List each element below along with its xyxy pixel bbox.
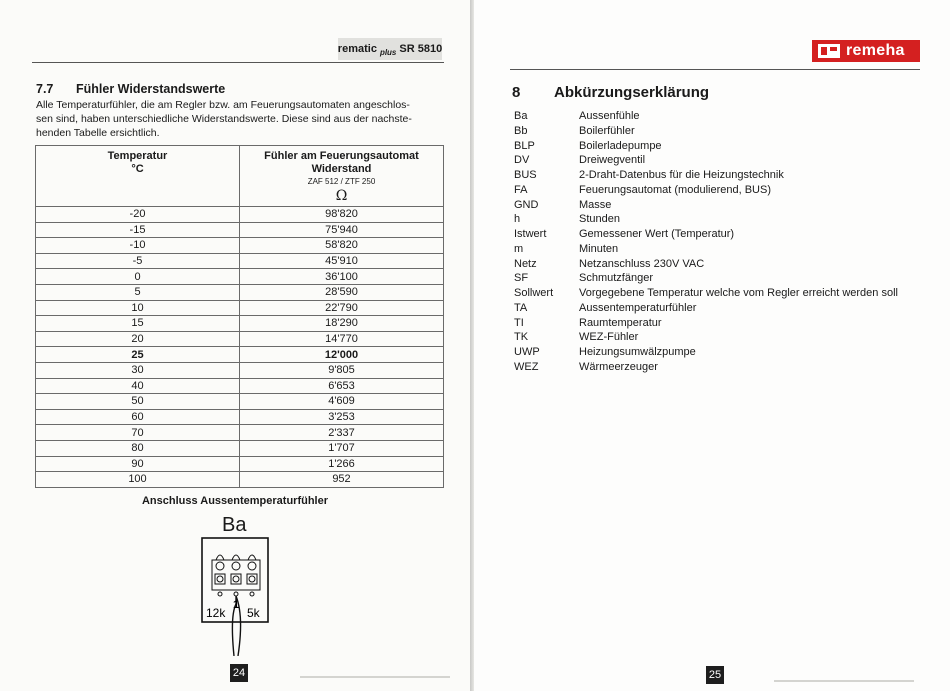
resistance-cell: 58'820 bbox=[240, 238, 444, 254]
table-row bbox=[36, 362, 444, 378]
abbreviation-meaning: Minuten bbox=[579, 242, 619, 255]
temperature-cell: 5 bbox=[36, 284, 240, 300]
abbreviation-key: BUS bbox=[514, 169, 537, 181]
left-page bbox=[0, 0, 470, 691]
abbreviation-row bbox=[514, 271, 898, 286]
abbreviation-meaning: Boilerfühler bbox=[579, 124, 635, 137]
temperature-cell: 20 bbox=[36, 331, 240, 347]
product-plus: plus bbox=[379, 47, 397, 57]
header-line: Widerstand bbox=[311, 163, 372, 175]
abbreviation-row bbox=[514, 227, 898, 242]
table-row bbox=[36, 316, 444, 332]
header-line: °C bbox=[131, 163, 144, 175]
abbreviation-row bbox=[514, 257, 898, 272]
table-row bbox=[36, 425, 444, 441]
resistance-cell: 952 bbox=[240, 472, 444, 488]
abbreviation-row bbox=[514, 183, 898, 198]
resistance-cell: 2'337 bbox=[240, 425, 444, 441]
temperature-cell: 100 bbox=[36, 472, 240, 488]
resistance-cell: 98'820 bbox=[240, 207, 444, 223]
abbreviation-key: UWP bbox=[514, 346, 540, 358]
logo-text: remeha bbox=[846, 42, 905, 59]
abbreviation-row bbox=[514, 301, 898, 316]
table-row bbox=[36, 347, 444, 363]
temperature-cell: 70 bbox=[36, 425, 240, 441]
abbreviation-meaning: Aussentemperaturfühler bbox=[579, 301, 697, 314]
abbreviation-key: FA bbox=[514, 183, 528, 196]
table-row bbox=[36, 378, 444, 394]
abbreviation-row bbox=[514, 242, 898, 257]
resistance-cell: 18'290 bbox=[240, 316, 444, 332]
temperature-cell: 10 bbox=[36, 300, 240, 316]
temperature-column-header bbox=[36, 146, 240, 207]
temperature-cell: 30 bbox=[36, 362, 240, 378]
intro-paragraph bbox=[36, 98, 446, 140]
abbreviation-key: Netz bbox=[514, 257, 537, 270]
resistance-cell: 9'805 bbox=[240, 362, 444, 378]
table-row bbox=[36, 253, 444, 269]
abbreviation-row bbox=[514, 286, 898, 301]
temperature-cell: 80 bbox=[36, 440, 240, 456]
terminal-block bbox=[212, 560, 260, 590]
abbreviation-row bbox=[514, 168, 898, 183]
header-line: Temperatur bbox=[107, 150, 168, 162]
temperature-cell: 0 bbox=[36, 269, 240, 285]
abbreviation-row bbox=[514, 124, 898, 139]
abbreviation-key: TA bbox=[514, 301, 528, 314]
product-header-badge bbox=[338, 38, 442, 60]
abbreviation-key: SF bbox=[514, 272, 529, 285]
sensor-types: ZAF 512 / ZTF 250 bbox=[307, 177, 376, 186]
header-rule bbox=[510, 69, 920, 70]
abbreviation-meaning: Feuerungsautomat (modulierend, BUS) bbox=[579, 183, 771, 196]
abbreviation-meaning: 2-Draht-Datenbus für die Heizungstechnik bbox=[579, 169, 784, 181]
resistance-cell: 22'790 bbox=[240, 300, 444, 316]
product-model: SR 5810 bbox=[399, 43, 443, 55]
temperature-cell: 25 bbox=[36, 347, 240, 363]
page-number: 24 bbox=[230, 664, 248, 682]
sensor-wiring-diagram bbox=[200, 536, 272, 656]
abbreviation-meaning: Dreiwegventil bbox=[579, 154, 646, 167]
ohm-unit: Ω bbox=[335, 188, 348, 204]
temperature-cell: -5 bbox=[36, 253, 240, 269]
resistance-cell: 1'707 bbox=[240, 440, 444, 456]
abbreviation-row bbox=[514, 109, 898, 124]
abbreviation-key: Ba bbox=[514, 110, 528, 122]
abbreviation-meaning: Vorgegebene Temperatur welche vom Regler erreicht werden soll bbox=[579, 287, 898, 299]
temperature-cell: 15 bbox=[36, 316, 240, 332]
section-heading bbox=[512, 84, 709, 101]
abbreviation-key: h bbox=[514, 213, 521, 226]
abbreviation-meaning: Boilerladepumpe bbox=[579, 139, 662, 152]
right-page bbox=[474, 0, 950, 691]
switch-label: 1 bbox=[233, 599, 240, 611]
abbreviation-key: Sollwert bbox=[514, 287, 554, 299]
resistance-cell: 36'100 bbox=[240, 269, 444, 285]
abbreviation-meaning: WEZ-Fühler bbox=[579, 331, 639, 344]
section-number: 7.7 bbox=[36, 82, 54, 96]
temperature-cell: 90 bbox=[36, 456, 240, 472]
temperature-cell: 50 bbox=[36, 394, 240, 410]
section-title: Fühler Widerstandswerte bbox=[76, 82, 226, 96]
abbreviation-meaning: Gemessener Wert (Temperatur) bbox=[579, 228, 735, 240]
resistance-table bbox=[35, 145, 444, 488]
table-header-row bbox=[36, 146, 444, 207]
abbreviation-key: GND bbox=[514, 198, 539, 211]
abbreviation-row bbox=[514, 360, 898, 375]
abbreviation-row bbox=[514, 139, 898, 154]
abbreviation-meaning: Wärmeerzeuger bbox=[579, 360, 658, 373]
abbreviation-meaning: Masse bbox=[579, 198, 612, 211]
table-row bbox=[36, 456, 444, 472]
table-row bbox=[36, 472, 444, 488]
section-number: 8 bbox=[512, 84, 521, 101]
left-resistance-label: 12k bbox=[206, 606, 226, 620]
abbreviation-key: DV bbox=[514, 154, 530, 167]
abbreviation-key: Bb bbox=[514, 124, 528, 137]
resistance-cell: 3'253 bbox=[240, 409, 444, 425]
table-row bbox=[36, 440, 444, 456]
temperature-cell: 60 bbox=[36, 409, 240, 425]
table-body bbox=[36, 207, 444, 488]
header-rule bbox=[32, 62, 444, 63]
sensor-label: Ba bbox=[222, 514, 247, 536]
header-line: Fühler am Feuerungsautomat bbox=[264, 150, 419, 162]
abbreviation-meaning: Heizungsumwälzpumpe bbox=[579, 346, 696, 358]
resistance-column-header bbox=[240, 146, 444, 207]
table-row bbox=[36, 269, 444, 285]
abbreviation-row bbox=[514, 153, 898, 168]
abbreviation-key: m bbox=[514, 242, 524, 255]
abbreviation-key: WEZ bbox=[514, 360, 539, 373]
abbreviation-meaning: Aussenfühle bbox=[579, 110, 640, 122]
connection-title: Anschluss Aussentemperaturfühler bbox=[141, 495, 329, 507]
table-row bbox=[36, 331, 444, 347]
intro-line: henden Tabelle ersichtlich. bbox=[36, 127, 160, 139]
abbreviation-key: Istwert bbox=[514, 228, 547, 240]
abbreviation-row bbox=[514, 330, 898, 345]
intro-line: sen sind, haben unterschiedliche Widerstandswerte. Diese sind aus der nachste- bbox=[36, 113, 412, 125]
temperature-cell: -15 bbox=[36, 222, 240, 238]
footer-rule bbox=[300, 676, 450, 678]
abbreviation-key: BLP bbox=[514, 139, 535, 152]
resistance-cell: 75'940 bbox=[240, 222, 444, 238]
right-resistance-label: 5k bbox=[247, 606, 260, 620]
table-row bbox=[36, 222, 444, 238]
table-row bbox=[36, 284, 444, 300]
table-row bbox=[36, 207, 444, 223]
resistance-cell: 12'000 bbox=[240, 347, 444, 363]
table-row bbox=[36, 394, 444, 410]
table-row bbox=[36, 409, 444, 425]
remeha-logo bbox=[812, 40, 920, 62]
resistance-cell: 14'770 bbox=[240, 331, 444, 347]
abbreviation-row bbox=[514, 345, 898, 360]
abbreviation-key: TK bbox=[514, 331, 529, 344]
abbreviation-meaning: Schmutzfänger bbox=[579, 272, 653, 285]
footer-rule bbox=[774, 680, 914, 682]
resistance-cell: 1'266 bbox=[240, 456, 444, 472]
page-number: 25 bbox=[706, 666, 724, 684]
section-heading bbox=[36, 82, 225, 96]
table-row bbox=[36, 238, 444, 254]
temperature-cell: -20 bbox=[36, 207, 240, 223]
resistance-cell: 4'609 bbox=[240, 394, 444, 410]
abbreviation-meaning: Netzanschluss 230V VAC bbox=[579, 257, 705, 270]
table-row bbox=[36, 300, 444, 316]
remeha-mark-icon bbox=[818, 44, 840, 58]
abbreviation-meaning: Raumtemperatur bbox=[579, 316, 662, 329]
temperature-cell: -10 bbox=[36, 238, 240, 254]
resistance-cell: 45'910 bbox=[240, 253, 444, 269]
section-title: Abkürzungserklärung bbox=[554, 84, 710, 101]
abbreviation-meaning: Stunden bbox=[579, 213, 620, 226]
abbreviation-row bbox=[514, 212, 898, 227]
abbreviation-row bbox=[514, 316, 898, 331]
product-name: rematic bbox=[337, 43, 377, 55]
resistance-cell: 28'590 bbox=[240, 284, 444, 300]
resistance-cell: 6'653 bbox=[240, 378, 444, 394]
intro-line: Alle Temperaturfühler, die am Regler bzw. am Feuerungsautomaten angeschlos- bbox=[36, 99, 410, 111]
abbreviation-key: TI bbox=[514, 316, 524, 329]
abbreviation-row bbox=[514, 198, 898, 213]
abbreviation-list bbox=[514, 109, 898, 375]
temperature-cell: 40 bbox=[36, 378, 240, 394]
